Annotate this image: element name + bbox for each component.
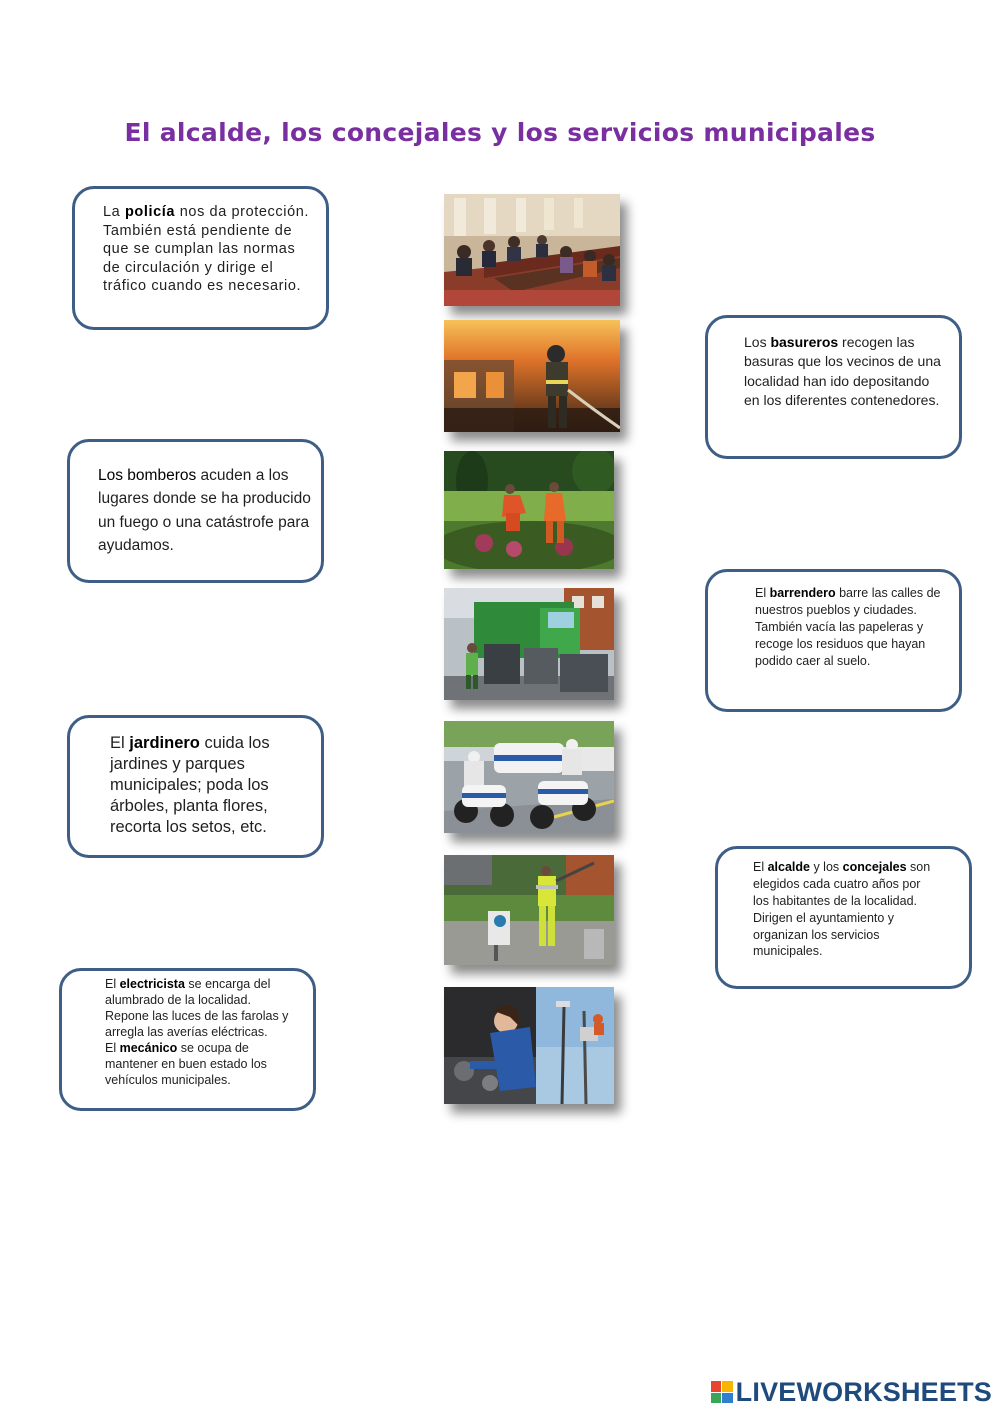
page-title: El alcalde, los concejales y los servicios municipales [124,118,876,147]
card-alcalde: El alcalde y los concejales son elegidos cada cuatro años por los habitantes de la localidad. Dirigen el ayuntamiento y organizan los servicios municipales. [715,846,972,989]
card-barrendero: El barrendero barre las calles de nuestros pueblos y ciudades. También vacía las papeleras y recoge los residuos que hayan podido caer al suelo. [705,569,962,712]
keyword: barrendero [769,586,836,600]
keyword: policía [124,204,176,220]
keyword: mecánico [119,1041,178,1055]
street-sweeper-photo [444,855,614,965]
council-meeting-photo [444,194,620,306]
gardeners-photo [444,451,614,569]
card-bomberos: Los bomberos acuden a los lugares donde se ha producido un fuego o una catástrofe para ayudamos. [67,439,324,583]
liveworksheets-logo: LIVEWORKSHEETS [711,1377,992,1407]
mechanic-electrician-photo [444,987,614,1104]
police-motorcycles-photo [444,721,614,833]
keyword: basureros [770,334,839,350]
card-electricista: El electricista se encarga del alumbrado de la localidad. Repone las luces de las farolas y arregla las averías eléctricas. El mecánico se ocupa de mantener en buen estado los vehículos municipales. [59,968,316,1111]
card-basureros: Los basureros recogen las basuras que los vecinos de una localidad han ido depositando en los diferentes contenedores. [705,315,962,459]
liveworksheets-logo-icon [711,1381,733,1403]
keyword: Los bomberos [98,467,197,484]
card-jardinero: El jardinero cuida los jardines y parques municipales; poda los árboles, planta flores, recorta los setos, etc. [67,715,324,858]
keyword: electricista [119,977,185,991]
keyword: concejales [842,860,907,874]
keyword: jardinero [129,734,200,752]
card-policia: La policía nos da protección. También está pendiente de que se cumplan las normas de circulación y dirige el tráfico cuando es necesario. [72,186,329,330]
keyword: alcalde [767,860,810,874]
garbage-truck-photo [444,588,614,700]
firefighter-photo [444,320,620,432]
